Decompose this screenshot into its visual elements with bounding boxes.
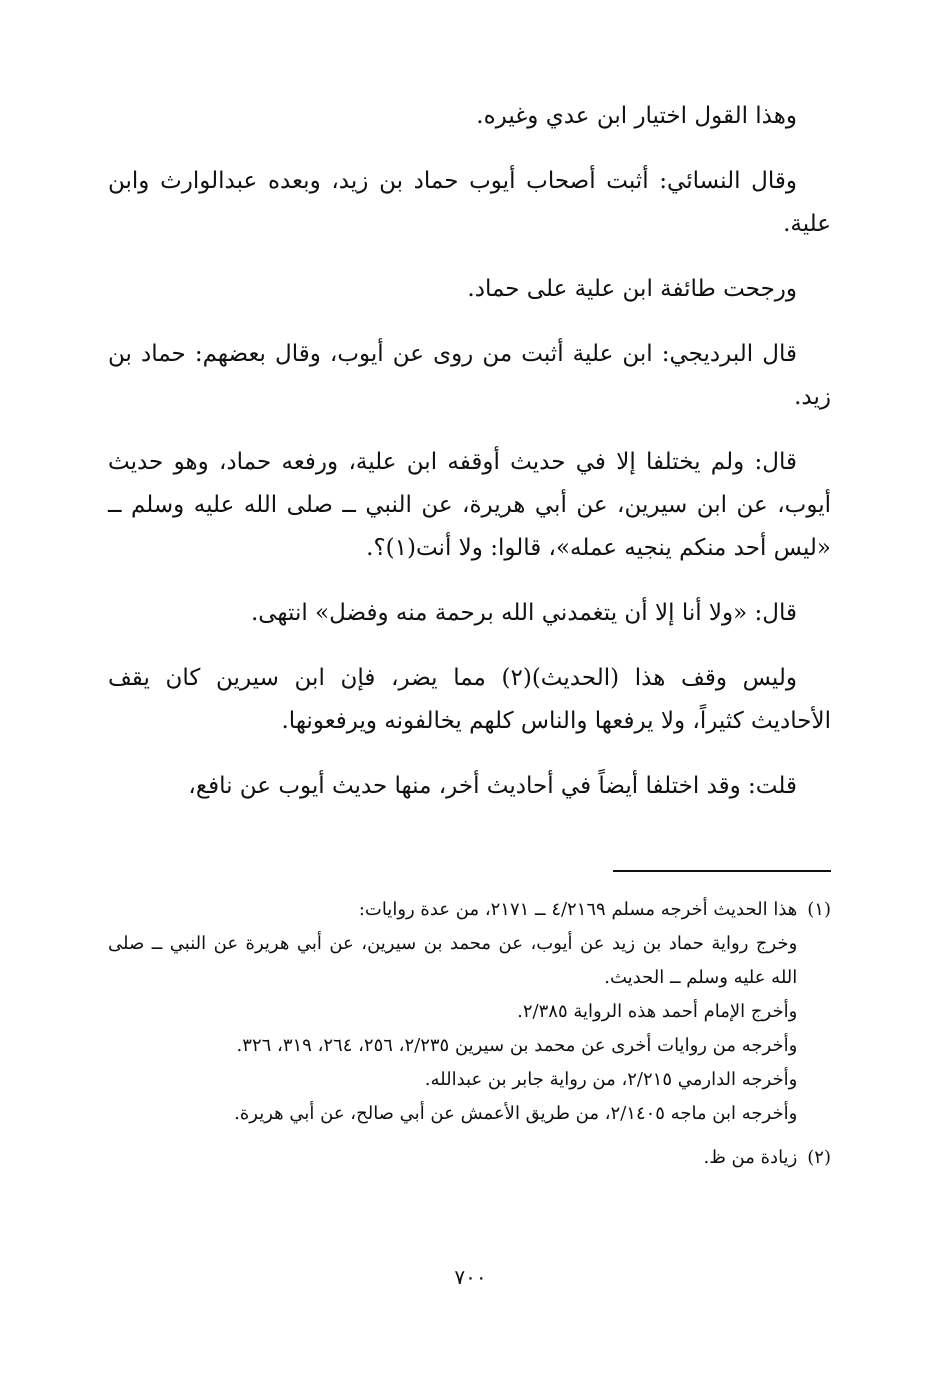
paragraph: قال: ولم يختلفا إلا في حديث أوقفه ابن علية، ورفعه حماد، وهو حديث أيوب، عن ابن سيرين، عن أبي هريرة، عن النبي ــ صلى الله عليه وسلم ــ «ليس أحد منكم ينجيه عمله»، قالوا: ولا أنت(١)؟. xyxy=(108,449,831,561)
paragraph: قلت: وقد اختلفا أيضاً في أحاديث أخر، منها حديث أيوب عن نافع، xyxy=(188,773,797,799)
footnote-marker: (١) xyxy=(807,899,831,920)
footnote-line: وخرج رواية حماد بن زيد عن أيوب، عن محمد بن سيرين، عن أبي هريرة عن النبي ــ صلى الله عليه وسلم ــ الحديث. xyxy=(108,933,798,988)
paragraph: وقال النسائي: أثبت أصحاب أيوب حماد بن زيد، وبعده عبدالوارث وابن علية. xyxy=(108,168,831,237)
paragraph: ورجحت طائفة ابن علية على حماد. xyxy=(467,276,797,302)
footnote-2 xyxy=(108,1141,831,1175)
main-text xyxy=(108,95,831,830)
paragraph: وهذا القول اختيار ابن عدي وغيره. xyxy=(476,103,797,129)
paragraph: قال البرديجي: ابن علية أثبت من روى عن أيوب، وقال بعضهم: حماد بن زيد. xyxy=(108,341,831,410)
footnotes xyxy=(108,893,831,1175)
paragraph: وليس وقف هذا (الحديث)(٢) مما يضر، فإن ابن سيرين كان يقف الأحاديث كثيراً، ولا يرفعها والناس كلهم يخالفونه ويرفعونها. xyxy=(108,665,831,734)
footnote-line: وأخرجه ابن ماجه ٢/١٤٠٥، من طريق الأعمش عن أبي صالح، عن أبي هريرة. xyxy=(234,1103,798,1124)
footnote-line: وأخرجه الدارمي ٢/٢١٥، من رواية جابر بن عبدالله. xyxy=(424,1069,798,1090)
footnote-body xyxy=(108,1141,797,1175)
footnote-line: زيادة من ظ. xyxy=(703,1147,798,1168)
footnote-marker: (٢) xyxy=(807,1147,831,1168)
footnote-1 xyxy=(108,893,831,1131)
page-number: ٧٠٠ xyxy=(454,1265,487,1289)
footnote-line: هذا الحديث أخرجه مسلم ٤/٢١٦٩ ــ ٢١٧١، من عدة روايات: xyxy=(358,899,798,920)
footnote-line: وأخرج الإمام أحمد هذه الرواية ٢/٣٨٥. xyxy=(517,1001,798,1022)
footnote-divider xyxy=(613,870,831,872)
footnote-line: وأخرجه من روايات أخرى عن محمد بن سيرين ٢/٢٣٥، ٢٥٦، ٢٦٤، ٣١٩، ٣٢٦. xyxy=(236,1035,798,1056)
paragraph: قال: «ولا أنا إلا أن يتغمدني الله برحمة منه وفضل» انتهى. xyxy=(250,600,797,626)
footnote-body xyxy=(108,893,797,1131)
